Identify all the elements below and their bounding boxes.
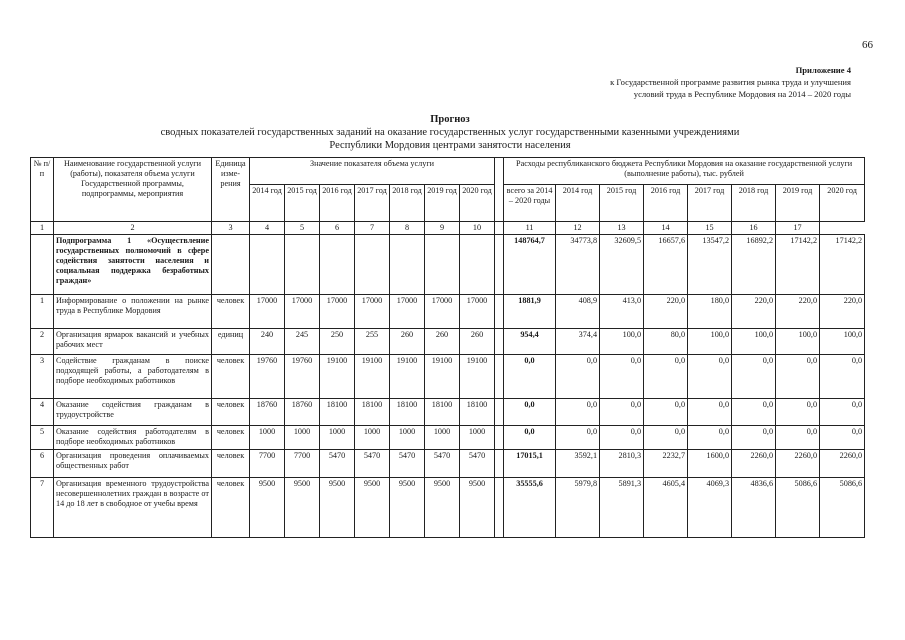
header-expenses-year: 2016 год	[644, 185, 688, 222]
volume-cell: 19100	[390, 355, 425, 399]
header-expenses-year: 2019 год	[776, 185, 820, 222]
expenses-cell: 16892,2	[732, 235, 776, 295]
volume-cell: 1000	[425, 426, 460, 450]
row-name: Содействие гражданам в поиске подходящей работы, а работодателям в подборе необходимых работников	[54, 355, 212, 399]
expenses-cell: 2810,3	[600, 450, 644, 478]
spacer-cell	[495, 478, 504, 538]
volume-cell: 260	[460, 329, 495, 355]
header-spacer	[495, 158, 504, 222]
volume-cell: 5470	[460, 450, 495, 478]
expenses-cell: 413,0	[600, 295, 644, 329]
expenses-total-cell: 0,0	[504, 426, 556, 450]
expenses-cell: 100,0	[820, 329, 865, 355]
spacer-cell	[495, 426, 504, 450]
row-number: 2	[31, 329, 54, 355]
expenses-cell: 0,0	[644, 426, 688, 450]
volume-cell: 1000	[320, 426, 355, 450]
volume-cell: 1000	[460, 426, 495, 450]
expenses-cell: 408,9	[556, 295, 600, 329]
expenses-cell: 0,0	[732, 355, 776, 399]
expenses-cell: 0,0	[820, 426, 865, 450]
row-unit: человек	[212, 399, 250, 426]
expenses-cell: 0,0	[644, 399, 688, 426]
expenses-cell: 5086,6	[776, 478, 820, 538]
expenses-cell: 180,0	[688, 295, 732, 329]
expenses-cell: 17142,2	[820, 235, 865, 295]
expenses-cell: 0,0	[688, 399, 732, 426]
row-unit: человек	[212, 450, 250, 478]
header-expenses-year: 2018 год	[732, 185, 776, 222]
expenses-total-cell: 17015,1	[504, 450, 556, 478]
row-name: Информирование о положении на рынке труда в Республике Мордовия	[54, 295, 212, 329]
header-expenses-total: всего за 2014 – 2020 годы	[504, 185, 556, 222]
column-number: 16	[732, 222, 776, 235]
expenses-cell: 32609,5	[600, 235, 644, 295]
row-name: Организация временного трудоустройства несовершеннолетних граждан в возрасте от 14 до 18 лет в свободное от учебы время	[54, 478, 212, 538]
row-number: 4	[31, 399, 54, 426]
row-unit	[212, 235, 250, 295]
volume-cell	[355, 235, 390, 295]
expenses-cell: 0,0	[776, 426, 820, 450]
volume-cell: 17000	[425, 295, 460, 329]
expenses-cell: 0,0	[556, 399, 600, 426]
row-name: Организация проведения оплачиваемых общественных работ	[54, 450, 212, 478]
expenses-cell: 220,0	[644, 295, 688, 329]
expenses-cell: 100,0	[688, 329, 732, 355]
header-volume-year: 2014 год	[250, 185, 285, 222]
volume-cell: 18760	[285, 399, 320, 426]
expenses-cell: 3592,1	[556, 450, 600, 478]
volume-cell: 19760	[285, 355, 320, 399]
expenses-cell: 0,0	[732, 399, 776, 426]
spacer-cell	[495, 399, 504, 426]
table-row	[31, 399, 865, 426]
volume-cell: 17000	[390, 295, 425, 329]
spacer-cell	[495, 235, 504, 295]
appendix-title: Приложение 4	[795, 65, 851, 75]
expenses-cell: 2232,7	[644, 450, 688, 478]
document-title: Прогноз	[430, 114, 470, 125]
header-name: Наименование государственной услуги (работы), показателя объема услуги Государственной программы, подпрограммы, мероприятия	[54, 158, 212, 222]
column-number: 12	[556, 222, 600, 235]
expenses-total-cell: 148764,7	[504, 235, 556, 295]
column-number: 8	[390, 222, 425, 235]
row-number	[31, 235, 54, 295]
column-number: 9	[425, 222, 460, 235]
column-number: 3	[212, 222, 250, 235]
header-volume: Значение показателя объема услуги	[250, 158, 495, 185]
column-number: 5	[285, 222, 320, 235]
expenses-cell: 220,0	[732, 295, 776, 329]
row-unit: человек	[212, 355, 250, 399]
column-number: 4	[250, 222, 285, 235]
expenses-cell: 34773,8	[556, 235, 600, 295]
table-row	[31, 355, 865, 399]
page-number: 66	[862, 39, 873, 51]
volume-cell: 9500	[320, 478, 355, 538]
expenses-cell: 16657,6	[644, 235, 688, 295]
spacer-cell	[495, 355, 504, 399]
spacer-cell	[495, 329, 504, 355]
expenses-cell: 1600,0	[688, 450, 732, 478]
spacer-cell	[495, 295, 504, 329]
expenses-total-cell: 0,0	[504, 399, 556, 426]
expenses-total-cell: 1881,9	[504, 295, 556, 329]
row-unit: единиц	[212, 329, 250, 355]
column-number: 1	[31, 222, 54, 235]
column-number: 2	[54, 222, 212, 235]
row-name: Оказание содействия работодателям в подборе необходимых работников	[54, 426, 212, 450]
header-unit: Единица изме-рения	[212, 158, 250, 222]
expenses-cell: 4836,6	[732, 478, 776, 538]
column-number: 15	[688, 222, 732, 235]
expenses-total-cell: 0,0	[504, 355, 556, 399]
expenses-cell: 2260,0	[820, 450, 865, 478]
appendix-line: условий труда в Республике Мордовия на 2014 – 2020 годы	[633, 89, 851, 99]
column-number: 10	[460, 222, 495, 235]
header-volume-year: 2017 год	[355, 185, 390, 222]
table-row	[31, 426, 865, 450]
column-number	[495, 222, 504, 235]
volume-cell: 9500	[250, 478, 285, 538]
expenses-cell: 0,0	[820, 355, 865, 399]
column-number: 11	[504, 222, 556, 235]
volume-cell: 9500	[425, 478, 460, 538]
volume-cell: 7700	[285, 450, 320, 478]
volume-cell: 245	[285, 329, 320, 355]
volume-cell	[460, 235, 495, 295]
volume-cell	[425, 235, 460, 295]
header-expenses-year: 2015 год	[600, 185, 644, 222]
expenses-cell: 80,0	[644, 329, 688, 355]
volume-cell: 1000	[355, 426, 390, 450]
row-unit: человек	[212, 426, 250, 450]
volume-cell	[285, 235, 320, 295]
volume-cell: 9500	[285, 478, 320, 538]
header-expenses-year: 2017 год	[688, 185, 732, 222]
expenses-cell: 0,0	[776, 355, 820, 399]
expenses-cell: 0,0	[732, 426, 776, 450]
expenses-cell: 0,0	[600, 355, 644, 399]
expenses-cell: 100,0	[600, 329, 644, 355]
volume-cell: 18100	[460, 399, 495, 426]
expenses-cell: 0,0	[688, 426, 732, 450]
header-expenses: Расходы республиканского бюджета Республики Мордовия на оказание государственной услуги (выполнение работы), тыс. рублей	[504, 158, 865, 185]
expenses-cell: 374,4	[556, 329, 600, 355]
volume-cell: 9500	[460, 478, 495, 538]
expenses-total-cell: 954,4	[504, 329, 556, 355]
expenses-cell: 2260,0	[732, 450, 776, 478]
expenses-cell: 0,0	[556, 426, 600, 450]
header-expenses-year: 2020 год	[820, 185, 865, 222]
volume-cell: 1000	[285, 426, 320, 450]
volume-cell: 17000	[355, 295, 390, 329]
row-unit: человек	[212, 295, 250, 329]
expenses-cell: 4605,4	[644, 478, 688, 538]
header-volume-year: 2015 год	[285, 185, 320, 222]
row-name: Подпрограмма 1 «Осуществление государственных полномочий в сфере содействия занятости населения и социальная поддержка безработных граждан»	[54, 235, 212, 295]
header-number: № п/п	[31, 158, 54, 222]
volume-cell: 17000	[250, 295, 285, 329]
appendix-note	[511, 64, 851, 100]
appendix-line: к Государственной программе развития рынка труда и улучшения	[610, 77, 851, 87]
document-subtitle: сводных показателей государственных заданий на оказание государственных услуг государственными казенными учреждениями	[160, 127, 740, 138]
table-row	[31, 329, 865, 355]
volume-cell: 5470	[390, 450, 425, 478]
row-number: 7	[31, 478, 54, 538]
volume-cell: 260	[425, 329, 460, 355]
row-name: Оказание содействия гражданам в трудоустройстве	[54, 399, 212, 426]
row-number: 6	[31, 450, 54, 478]
table-header-row	[31, 158, 865, 185]
row-number: 5	[31, 426, 54, 450]
document-heading	[130, 113, 770, 152]
volume-cell: 250	[320, 329, 355, 355]
volume-cell: 17000	[320, 295, 355, 329]
expenses-cell: 0,0	[776, 399, 820, 426]
expenses-cell: 5086,6	[820, 478, 865, 538]
table-row	[31, 295, 865, 329]
expenses-cell: 2260,0	[776, 450, 820, 478]
volume-cell	[390, 235, 425, 295]
header-volume-year: 2018 год	[390, 185, 425, 222]
volume-cell: 1000	[390, 426, 425, 450]
volume-cell: 9500	[355, 478, 390, 538]
table-row	[31, 450, 865, 478]
volume-cell: 260	[390, 329, 425, 355]
expenses-cell: 220,0	[776, 295, 820, 329]
header-volume-year: 2016 год	[320, 185, 355, 222]
header-volume-year: 2020 год	[460, 185, 495, 222]
volume-cell: 1000	[250, 426, 285, 450]
column-number: 17	[776, 222, 820, 235]
volume-cell: 5470	[355, 450, 390, 478]
expenses-cell: 5891,3	[600, 478, 644, 538]
volume-cell: 7700	[250, 450, 285, 478]
column-number: 13	[600, 222, 644, 235]
column-number: 6	[320, 222, 355, 235]
table-row	[31, 478, 865, 538]
expenses-cell: 0,0	[644, 355, 688, 399]
row-unit: человек	[212, 478, 250, 538]
spacer-cell	[495, 450, 504, 478]
expenses-cell: 220,0	[820, 295, 865, 329]
column-number: 14	[644, 222, 688, 235]
volume-cell: 255	[355, 329, 390, 355]
expenses-total-cell: 35555,6	[504, 478, 556, 538]
volume-cell: 5470	[425, 450, 460, 478]
column-number: 7	[355, 222, 390, 235]
volume-cell: 5470	[320, 450, 355, 478]
volume-cell: 18100	[390, 399, 425, 426]
volume-cell: 17000	[285, 295, 320, 329]
document-subtitle: Республики Мордовия центрами занятости населения	[329, 140, 571, 151]
expenses-cell: 100,0	[776, 329, 820, 355]
forecast-table	[30, 157, 865, 538]
expenses-cell: 0,0	[556, 355, 600, 399]
volume-cell: 19100	[425, 355, 460, 399]
row-number: 1	[31, 295, 54, 329]
volume-cell: 18100	[355, 399, 390, 426]
expenses-cell: 17142,2	[776, 235, 820, 295]
volume-cell: 19760	[250, 355, 285, 399]
table-row	[31, 235, 865, 295]
expenses-cell: 5979,8	[556, 478, 600, 538]
expenses-cell: 100,0	[732, 329, 776, 355]
volume-cell: 18100	[425, 399, 460, 426]
expenses-cell: 0,0	[688, 355, 732, 399]
volume-cell: 17000	[460, 295, 495, 329]
column-numbers-row	[31, 222, 865, 235]
volume-cell: 240	[250, 329, 285, 355]
expenses-cell: 0,0	[600, 399, 644, 426]
header-volume-year: 2019 год	[425, 185, 460, 222]
expenses-cell: 13547,2	[688, 235, 732, 295]
volume-cell: 9500	[390, 478, 425, 538]
expenses-cell: 0,0	[600, 426, 644, 450]
header-expenses-year: 2014 год	[556, 185, 600, 222]
volume-cell: 19100	[355, 355, 390, 399]
row-number: 3	[31, 355, 54, 399]
expenses-cell: 4069,3	[688, 478, 732, 538]
volume-cell: 19100	[320, 355, 355, 399]
volume-cell: 18760	[250, 399, 285, 426]
volume-cell: 18100	[320, 399, 355, 426]
row-name: Организация ярмарок вакансий и учебных рабочих мест	[54, 329, 212, 355]
volume-cell	[250, 235, 285, 295]
volume-cell: 19100	[460, 355, 495, 399]
volume-cell	[320, 235, 355, 295]
expenses-cell: 0,0	[820, 399, 865, 426]
